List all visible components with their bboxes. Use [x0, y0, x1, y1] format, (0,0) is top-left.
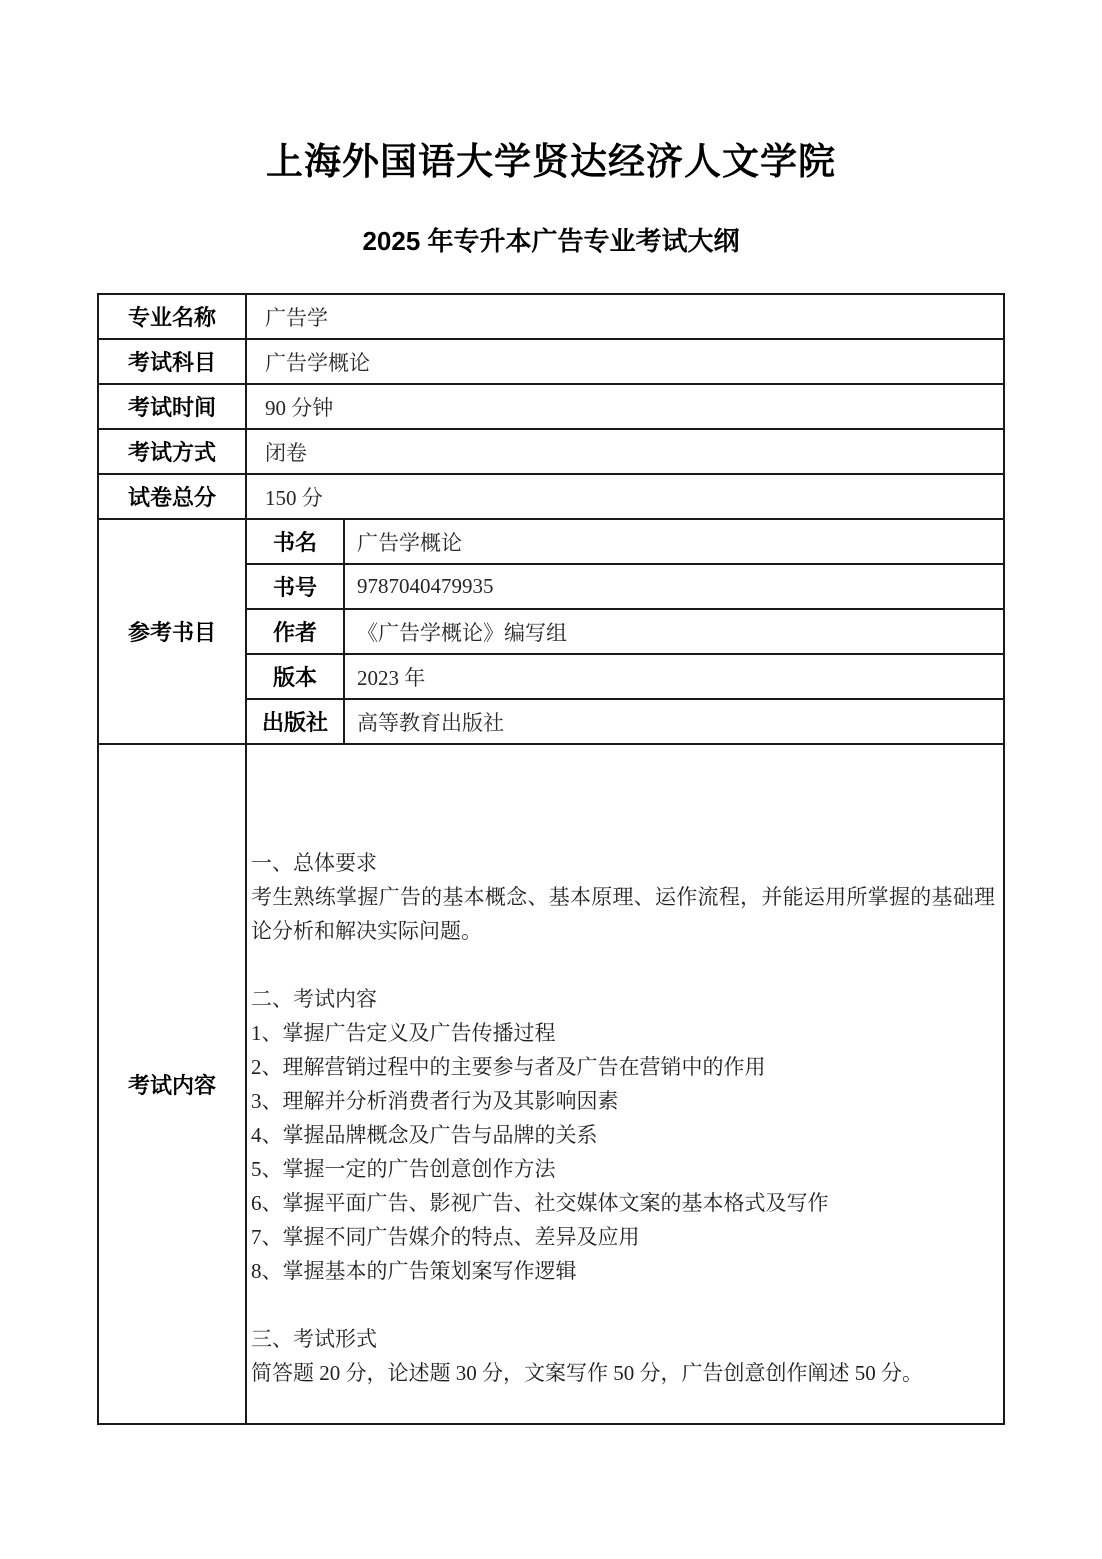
row-label: 作者 — [246, 609, 344, 654]
section-overall-requirements — [251, 846, 995, 948]
content-line: 5、掌握一定的广告创意创作方法 — [251, 1157, 556, 1181]
row-major-name — [98, 294, 1004, 339]
content-line: 简答题 20 分，论述题 30 分，文案写作 50 分，广告创意创作阐述 50 分。 — [251, 1361, 923, 1385]
row-value: 9787040479935 — [344, 564, 1004, 609]
row-value: 2023 年 — [344, 654, 1004, 699]
section-exam-form — [251, 1322, 995, 1390]
exam-content-cell — [246, 744, 1004, 1424]
section-heading: 二、考试内容 — [251, 987, 377, 1011]
row-exam-subject — [98, 339, 1004, 384]
content-line: 7、掌握不同广告媒介的特点、差异及应用 — [251, 1225, 640, 1249]
page-subtitle: 2025 年专升本广告专业考试大纲 — [362, 226, 740, 256]
content-line: 2、理解营销过程中的主要参与者及广告在营销中的作用 — [251, 1055, 766, 1079]
row-exam-duration — [98, 384, 1004, 429]
row-label: 试卷总分 — [98, 474, 246, 519]
section-heading: 一、总体要求 — [251, 851, 377, 875]
row-label: 书号 — [246, 564, 344, 609]
row-label: 考试时间 — [98, 384, 246, 429]
page-title: 上海外国语大学贤达经济人文学院 — [266, 141, 836, 182]
row-label: 出版社 — [246, 699, 344, 744]
content-line: 6、掌握平面广告、影视广告、社交媒体文案的基本格式及写作 — [251, 1191, 829, 1215]
row-label: 书名 — [246, 519, 344, 564]
row-value: 广告学概论 — [246, 339, 1004, 384]
content-line: 1、掌握广告定义及广告传播过程 — [251, 1021, 556, 1045]
row-value: 150 分 — [246, 474, 1004, 519]
row-value: 90 分钟 — [246, 384, 1004, 429]
row-value: 广告学概论 — [344, 519, 1004, 564]
content-line: 4、掌握品牌概念及广告与品牌的关系 — [251, 1123, 598, 1147]
row-exam-content — [98, 744, 1004, 1424]
content-line: 8、掌握基本的广告策划案写作逻辑 — [251, 1259, 577, 1283]
exam-content-label: 考试内容 — [98, 744, 246, 1424]
row-label: 专业名称 — [98, 294, 246, 339]
row-label: 考试方式 — [98, 429, 246, 474]
row-exam-format — [98, 429, 1004, 474]
row-label: 考试科目 — [98, 339, 246, 384]
section-exam-topics — [251, 982, 995, 1288]
row-value: 闭卷 — [246, 429, 1004, 474]
row-value: 《广告学概论》编写组 — [344, 609, 1004, 654]
content-line: 考生熟练掌握广告的基本概念、基本原理、运作流程，并能运用所掌握的基础理论分析和解决实际问题。 — [251, 885, 995, 943]
content-line: 3、理解并分析消费者行为及其影响因素 — [251, 1089, 619, 1113]
section-heading: 三、考试形式 — [251, 1327, 377, 1351]
row-label: 版本 — [246, 654, 344, 699]
reference-books-label: 参考书目 — [98, 519, 246, 744]
row-value: 高等教育出版社 — [344, 699, 1004, 744]
row-value: 广告学 — [246, 294, 1004, 339]
syllabus-table — [97, 293, 1005, 1425]
row-reference-book-title — [98, 519, 1004, 564]
row-total-score — [98, 474, 1004, 519]
